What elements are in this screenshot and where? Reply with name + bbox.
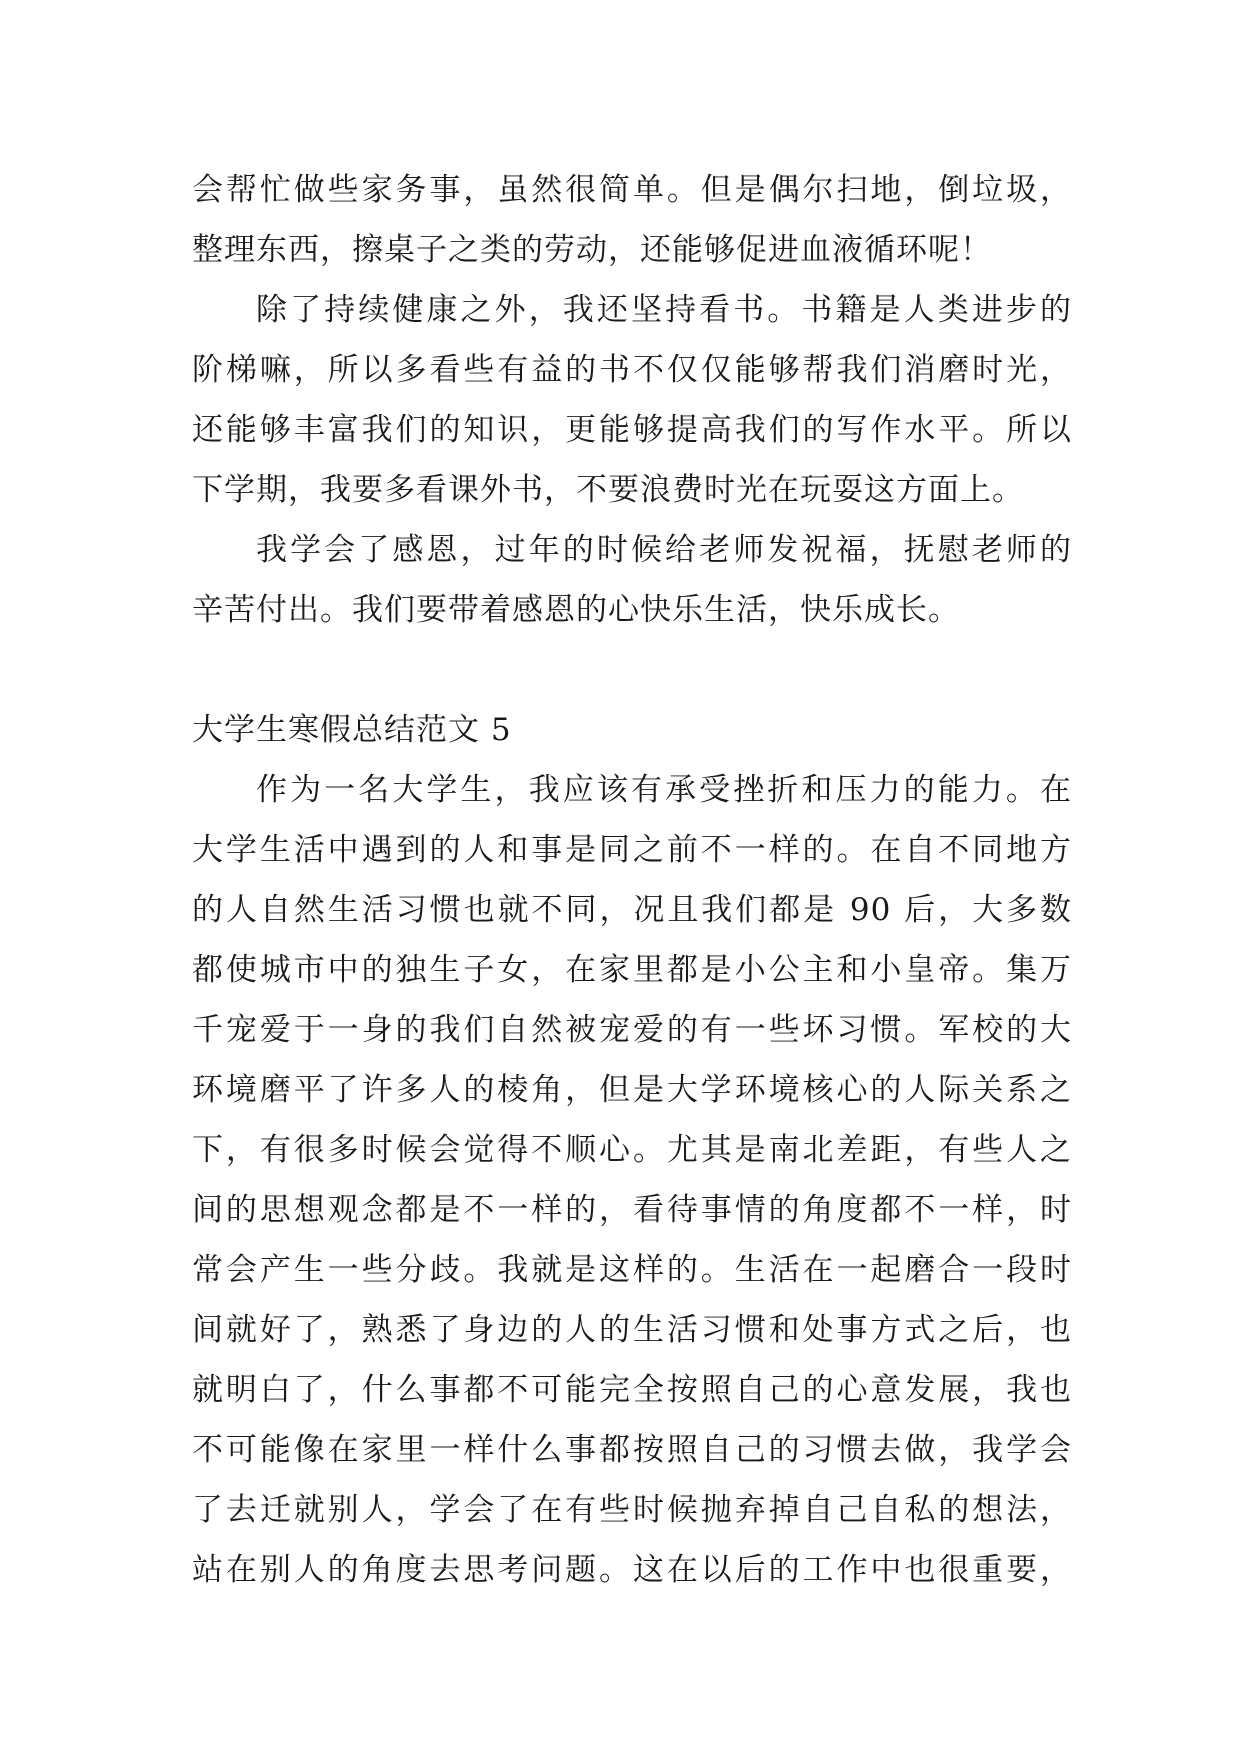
text-line: 常会产生一些分歧。我就是这样的。生活在一起磨合一段时 — [192, 1252, 1072, 1288]
text-line: 都使城市中的独生子女，在家里都是小公主和小皇帝。集万 — [192, 952, 1072, 988]
paragraph-gratitude — [192, 520, 1072, 640]
text-line: 间的思想观念都是不一样的，看待事情的角度都不一样，时 — [192, 1192, 1072, 1228]
text-line: 阶梯嘛，所以多看些有益的书不仅仅能够帮我们消磨时光， — [192, 352, 1072, 388]
text-line: 会帮忙做些家务事，虽然很简单。但是偶尔扫地，倒垃圾， — [192, 172, 1072, 208]
text-line: 作为一名大学生，我应该有承受挫折和压力的能力。在 — [256, 772, 1072, 808]
text-line: 环境磨平了许多人的棱角，但是大学环境核心的人际关系之 — [192, 1072, 1072, 1108]
section-gap — [192, 640, 1072, 700]
document-page — [192, 160, 1072, 1600]
text-line: 整理东西，擦桌子之类的劳动，还能够促进血液循环呢！ — [192, 232, 992, 268]
text-line: 下，有很多时候会觉得不顺心。尤其是南北差距，有些人之 — [192, 1132, 1072, 1168]
text-line: 除了持续健康之外，我还坚持看书。书籍是人类进步的 — [256, 292, 1072, 328]
text-line: 大学生活中遇到的人和事是同之前不一样的。在自不同地方 — [192, 832, 1072, 868]
paragraph-college-life — [192, 760, 1072, 1600]
text-line: 还能够丰富我们的知识，更能够提高我们的写作水平。所以 — [192, 412, 1072, 448]
text-line: 的人自然生活习惯也就不同，况且我们都是 90 后，大多数 — [192, 892, 1072, 928]
text-line: 我学会了感恩，过年的时候给老师发祝福，抚慰老师的 — [256, 532, 1072, 568]
text-line: 就明白了，什么事都不可能完全按照自己的心意发展，我也 — [192, 1372, 1072, 1408]
paragraph-reading — [192, 280, 1072, 520]
text-line: 不可能像在家里一样什么事都按照自己的习惯去做，我学会 — [192, 1432, 1072, 1468]
text-line: 站在别人的角度去思考问题。这在以后的工作中也很重要， — [192, 1552, 1072, 1588]
section-heading: 大学生寒假总结范文 5 — [192, 712, 512, 748]
text-line: 下学期，我要多看课外书，不要浪费时光在玩耍这方面上。 — [192, 472, 1024, 508]
text-line: 了去迁就别人，学会了在有些时候抛弃掉自己自私的想法， — [192, 1492, 1072, 1528]
text-line: 间就好了，熟悉了身边的人的生活习惯和处事方式之后，也 — [192, 1312, 1072, 1348]
text-line: 辛苦付出。我们要带着感恩的心快乐生活，快乐成长。 — [192, 592, 960, 628]
paragraph-housework — [192, 160, 1072, 280]
text-line: 千宠爱于一身的我们自然被宠爱的有一些坏习惯。军校的大 — [192, 1012, 1072, 1048]
